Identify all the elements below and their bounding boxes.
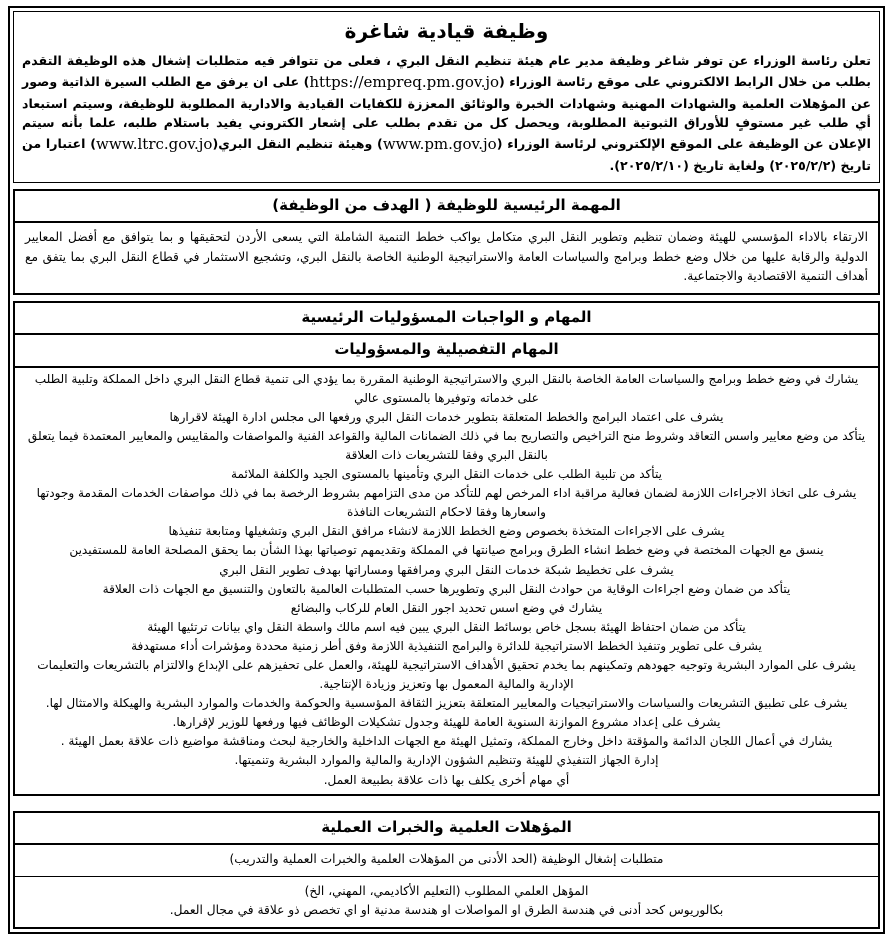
- application-portal-url[interactable]: https://empreq.pm.gov.jo: [309, 72, 500, 91]
- duty-item: أي مهام أخرى يكلف بها ذات علاقة بطبيعة العمل.: [323, 772, 570, 787]
- education-label: المؤهل العلمي المطلوب (التعليم الأكاديمي، المهني، الخ): [304, 883, 589, 898]
- duty-item: يشارك في وضع اسس تحديد اجور النقل العام للركاب والبضائع: [290, 600, 603, 615]
- duty-item: يتأكد من ضمان وضع اجراءات الوقاية من حوادث النقل البري وتطويرها حسب المتطلبات العالمية بالتعاون والتنسيق مع الجهات ذات العلاقة: [102, 581, 791, 596]
- duty-item: يشرف على تطبيق التشريعات والسياسات والاستراتيجيات والمعايير المتعلقة بتعزيز الثقافة المؤسسية والحوكمة والخدمات والموارد البشرية والهيكلة والامتثال لها.: [45, 696, 848, 711]
- intro-paragraph: [20, 51, 873, 176]
- qualifications-section: [13, 811, 880, 929]
- duty-item: يشرف على الموارد البشرية وتوجيه جهودهم وتمكينهم بما يخدم تحقيق الأهداف الاستراتيجية للهيئة، والعمل على تحفيزهم على الإبداع والالتزام بالتشريعات والتعليمات الإدارية والمالية المعمول بها وتعزيز وزيادة الإنتاجية.: [37, 658, 856, 692]
- prime-ministry-website-url[interactable]: www.pm.gov.jo: [382, 134, 497, 153]
- duty-item: يتأكد من تلبية الطلب على خدمات النقل البري وتأمينها بالمستوى الجيد والكلفة الملائمة: [230, 467, 662, 482]
- main-task-section: [13, 189, 880, 295]
- intro-text-part-4: ) اعتبارا من تاريخ (٢٠٢٥/٢/٢) ولغاية تاريخ (٢٠٢٥/٢/١٠).: [22, 135, 871, 174]
- intro-text-part-3: ) وهيئة تنظيم النقل البري(: [212, 135, 383, 151]
- notice-outer-frame: [8, 6, 885, 934]
- duty-item: يشرف على الاجراءات المتخذة بخصوص وضع الخطط اللازمة لانشاء مرافق النقل البري وتشغيلها ومتابعة تنفيذها: [168, 524, 725, 539]
- duty-item: يشرف على إعداد مشروع الموازنة السنوية العامة للهيئة وجدول تشكيلات الوظائف فيها ورفعها للوزير لإقرارها.: [172, 715, 721, 730]
- duty-item: يشارك في أعمال اللجان الدائمة والمؤقتة داخل وخارج المملكة، وتمثيل الهيئة مع الجهات الداخلية والخارجية لبحث ومناقشة مواضيع ذات علاقة بعمل الهيئة .: [60, 734, 833, 749]
- education-requirement-row: [15, 877, 878, 927]
- header-block: [13, 11, 880, 183]
- duty-item: يشرف على تخطيط شبكة خدمات النقل البري ومرافقها ومساراتها بهدف تطوير النقل البري: [219, 562, 674, 577]
- qualifications-heading: المؤهلات العلمية والخبرات العملية: [15, 813, 878, 846]
- section-gap: [13, 796, 880, 805]
- duty-item: إدارة الجهاز التنفيذي للهيئة وتنظيم الشؤون الإدارية والمالية والموارد البشرية وتنميتها.: [234, 753, 659, 768]
- duty-item: يتأكد من ضمان احتفاظ الهيئة بسجل خاص بوسائط النقل البري يبين فيه اسم مالك واسطة النقل واي بيانات ترتئيها الهيئة: [147, 619, 746, 634]
- duties-section: [13, 301, 880, 796]
- duty-item: يشرف على تطوير وتنفيذ الخطط الاستراتيجية للدائرة والبرامج التنفيذية اللازمة وفق أطر زمنية محددة ومؤشرات أداء مستهدفة: [131, 638, 762, 653]
- main-task-body: الارتقاء بالاداء المؤسسي للهيئة وضمان تنظيم وتطوير النقل البري متكامل يواكب خطط التنمية الشاملة التي يسعى الأردن لتحقيقها و بما يتوافق مع أفضل المعايير الدولية والرقابة عليها من خلال وضع خطط وبرامج والسياسات العامة والاستراتيجية الوطنية الخاصة بالنقل البري، وتشجيع الاستثمار في قطاع النقل البري بما يتفق مع أهداف التنمية الاقتصادية والاجتماعية.: [25, 230, 868, 284]
- duty-item: يتأكد من وضع معايير واسس التعاقد وشروط منح التراخيص والتصاريح بما في ذلك الضمانات المالية والقواعد الفنية والمواصفات والمقاييس والمعايير المعتمدة فيما يتعلق بالنقل البري وفقا للتشريعات ذات العلاقة: [27, 428, 866, 462]
- qualifications-requirements-label: متطلبات إشغال الوظيفة (الحد الأدنى من المؤهلات العلمية والخبرات العملية والتدريب): [15, 845, 878, 877]
- duty-item: ينسق مع الجهات المختصة في وضع خطط انشاء الطرق وبرامج صيانتها في المملكة وتقديمهم توصياتها بهذا الشأن بما يحقق المصلحة العامة للمستفيدين: [69, 543, 824, 558]
- education-value: بكالوريوس كحد أدنى في هندسة الطرق او المواصلات او هندسة مدنية او اي تخصص ذو علاقة في مجال العمل.: [169, 903, 724, 918]
- duties-subheading: المهام التفصيلية والمسؤوليات: [15, 335, 878, 368]
- intro-text-part-1: تعلن رئاسة الوزراء عن توفر شاغر وظيفة مدير عام هيئة تنظيم النقل البري ، فعلى من تتوافر فيه متطلبات إشغال هذه الوظيفة التقدم بطلب من خلال الرابط الالكتروني على موقع رئاسة الوزراء (: [22, 53, 871, 89]
- duty-item: يشارك في وضع خطط وبرامج والسياسات العامة الخاصة بالنقل البري والاستراتيجية الوطنية المقررة بما يؤدي الى تنمية قطاع النقل البري داخل المملكة وتلبية الطلب على خدماته وتوفيرها بالمستوى عالي: [34, 371, 859, 405]
- page-title: وظيفة قيادية شاغرة: [344, 19, 549, 43]
- duty-item: يشرف على اعتماد البرامج والخطط المتعلقة بتطوير خدمات النقل البري ورفعها الى مجلس ادارة الهيئة لاقرارها: [169, 409, 724, 424]
- main-task-heading: المهمة الرئيسية للوظيفة ( الهدف من الوظيفة): [15, 191, 878, 224]
- duty-item: يشرف على اتخاذ الاجراءات اللازمة لضمان فعالية مراقبة اداء المرخص لهم للتأكد من مدى التزامهم بشروط الرخصة بما في ذلك مواصفات الخدمات المقدمة وجودتها واسعارها وفقا لاحكام التشريعات النافذة: [36, 486, 857, 520]
- ltrc-website-url[interactable]: www.ltrc.gov.jo: [95, 134, 213, 153]
- duties-list: [15, 368, 878, 794]
- intro-text-part-2: ) على ان يرفق مع الطلب السيرة الذاتية وصور عن المؤهلات العلمية والشهادات المهنية وشهادات الخبرة والوثائق المعززة للكفايات القيادية والادارية المطلوبة للوظيفة، وسيتم استبعاد أي طلب غير مستوفٍ للأوراق الثبوتية المطلوبة، ويحصل كل من تقدم بطلب على إشعار الكتروني يفيد باستلام طلبه، علما بأنه سيتم الإعلان عن الوظيفة على الموقع الإلكتروني لرئاسة الوزراء (: [22, 73, 872, 151]
- duties-list-row: [15, 368, 878, 794]
- duties-heading: المهام و الواجبات المسؤوليات الرئيسية: [15, 303, 878, 336]
